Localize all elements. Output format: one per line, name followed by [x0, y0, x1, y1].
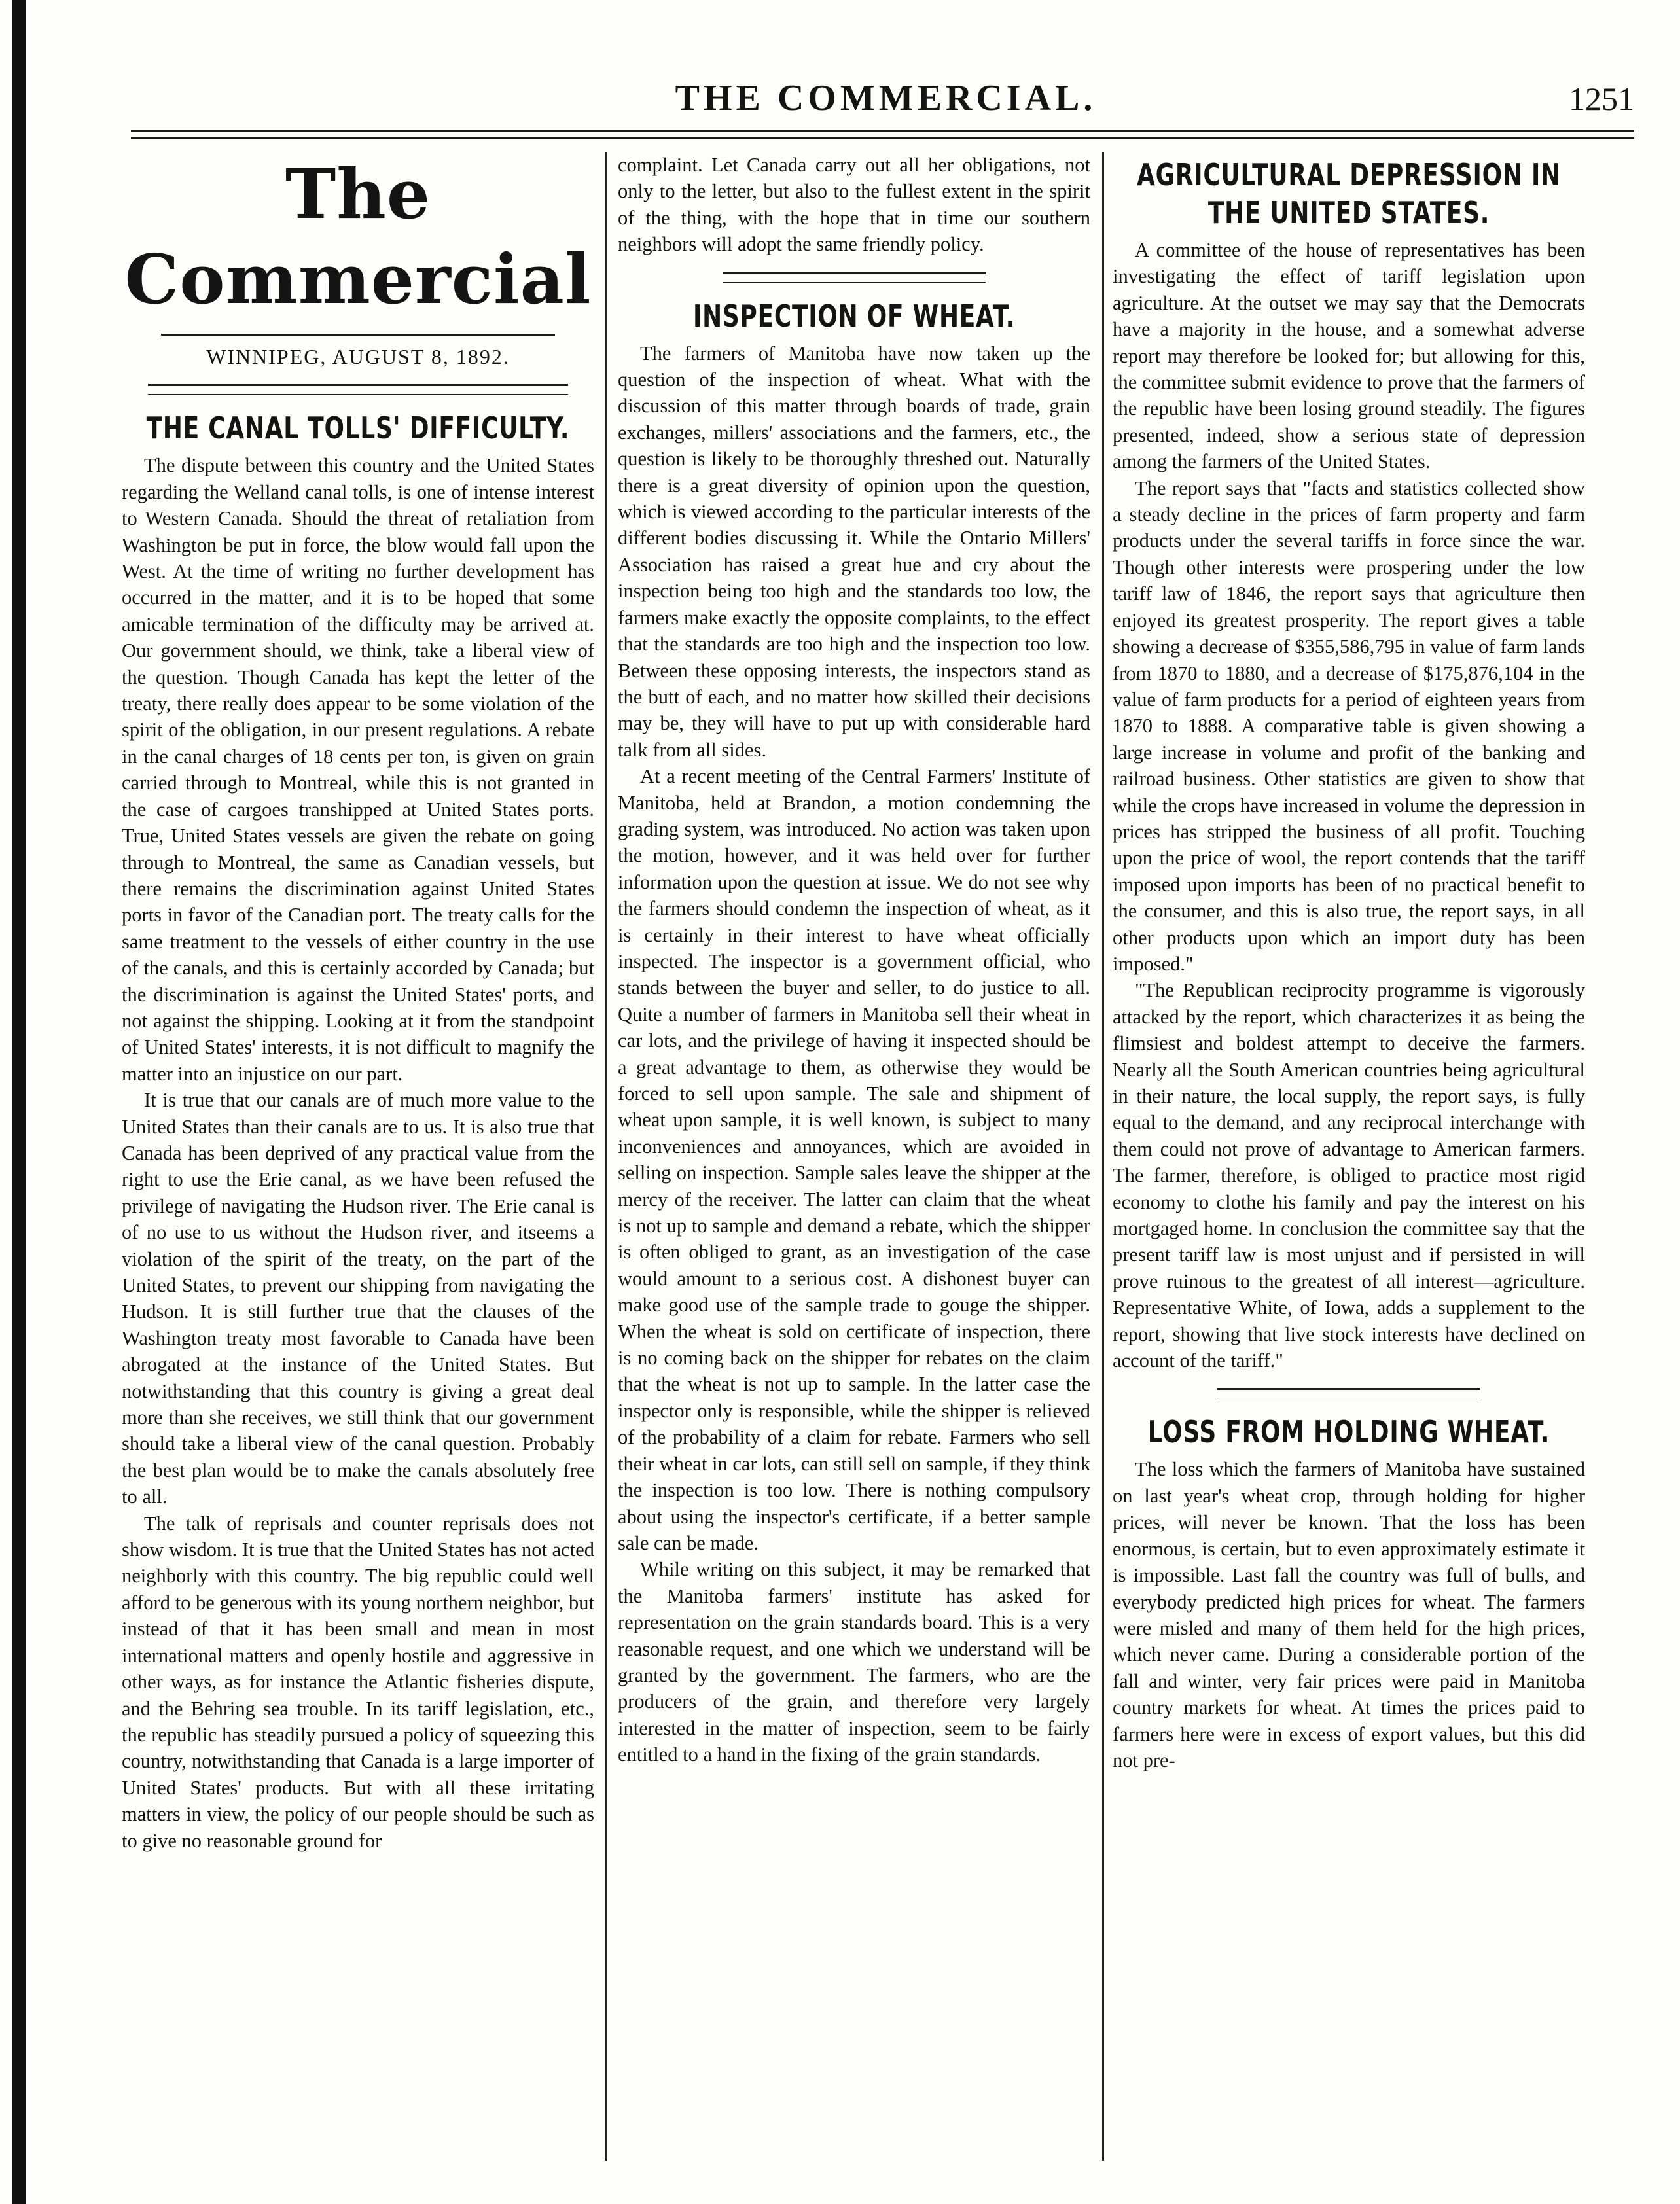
masthead: The Commercial [124, 154, 592, 319]
page-number: 1251 [1569, 80, 1634, 117]
paragraph: At a recent meeting of the Central Farmers' Institute of Manitoba, held at Brandon, a motion condemning the grading system, was introduced. No action was taken upon the motion, however, and it was held over for further information upon the question at issue. We do not see why the farmers should condemn the inspection of wheat, as it is certainly in their interest to have wheat officially inspected. The inspector is a government official, who stands between the buyer and seller, to do justice to all. Quite a number of farmers in Manitoba sell their wheat in car lots, and the privilege of having it inspected should be a great advantage to them, as otherwise they would be forced to sell upon sample. The sale and shipment of wheat upon sample, it is well known, is subject to many inconveniences and annoyances, which are avoided in selling on inspection. Sample sales leave the shipper at the mercy of the receiver. The latter can claim that the wheat is not up to sample and demand a rebate, which the shipper is often obliged to grant, as an investigation of the case would amount to a serious cost. A dishonest buyer can make good use of the sample trade to gouge the shipper. When the wheat is sold on certificate of inspection, there is no coming back on the shipper for rebates on the claim that the wheat is not up to sample. In the latter case the inspector only is responsible, while the shipper is relieved of the probability of a claim for rebate. Farmers who sell their wheat in car lots, can still sell on sample, if they think the inspection is too low. There is nothing compulsory about using the inspector's certificate, if a better sample sale can be made. [618, 765, 1090, 1554]
binding-edge [12, 0, 26, 2204]
paragraph: The farmers of Manitoba have now taken up the question of the inspection of wheat. What with the discussion of this matter through boards of trade, grain exchanges, millers' associations and the farmers, etc., the question is likely to be thoroughly threshed out. Naturally there is a great diversity of opinion upon the question, which is viewed according to the particular interests of the different bodies discussing it. While the Ontario Millers' Association has raised a great hue and cry about the inspection being too high and the standards too low, the farmers make exactly the opposite complaints, to the effect that the standards are too high and the inspection too low. Between these opposing interests, the inspectors stand as the butt of each, and no matter how skilled their decisions may be, they will have to put up with considerable hard talk from all sides. [618, 342, 1090, 761]
paragraph: The report says that "facts and statistics collected show a steady decline in the prices of farm property and farm products under the several tariffs in force since the war. Though other interests were prospering under the low tariff law of 1846, the report says that agriculture then enjoyed its greatest prosperity. The report gives a table showing a decrease of $355,586,795 in value of farm lands from 1870 to 1880, and a decrease of $175,876,104 in the value of farm products for a period of eighteen years from 1870 to 1888. A comparative table is given showing a large increase in volume and profit of the banking and railroad business. Other statistics are given to show that while the crops have increased in volume the depression in prices has stripped the business of all profit. Touching upon the price of wool, the report contends that the tariff imposed upon imports has been of no practical benefit to the consumer, and this is also true, the report says, in all other products upon which an import duty has been imposed." [1113, 476, 1585, 975]
paragraph: The talk of reprisals and counter reprisals does not show wisdom. It is true that the United States has not acted neighborly with this country. The big republic could well afford to be generous with its young northern neighbor, but instead of that it has been small and mean in most international matters and openly hostile and aggressive in other ways, as for instance the Atlantic fisheries dispute, and the Behring sea trouble. In its tariff legislation, etc., the republic has steadily pursued a policy of squeezing this country, notwithstanding that Canada is a large importer of United States' products. But with all these irritating matters in view, the policy of our people should be such as to give no reasonable ground for [122, 1512, 594, 1852]
separator [1217, 1388, 1480, 1398]
paragraph: It is true that our canals are of much more value to the United States than their canals are to us. It is also true that Canada has been deprived of any practical value from the right to use the Erie canal, as we have been refused the privilege of navigating the Hudson river. The Erie canal is of no use to us without the Hudson river, and itseems a violation of the spirit of the treaty, on the part of the United States, to prevent our shipping from navigating the Hudson. It is still further true that the clauses of the Washington treaty most favorable to Canada have been abrogated at the instance of the United States. But notwithstanding that this country is giving a great deal more than she receives, we still think that our government should take a liberal view of the canal question. Probably the best plan would be to make the canals absolutely free to all. [122, 1089, 594, 1508]
column-3 [1113, 152, 1585, 1773]
head-rule [131, 130, 1634, 132]
column-rule [1102, 152, 1104, 2161]
paragraph-continued: complaint. Let Canada carry out all her obligations, not only to the letter, but also to the fullest extent in the spirit of the thing, with the hope that in time our southern neighbors will adopt the same friendly policy. [618, 154, 1090, 256]
column-1 [122, 152, 594, 1854]
paragraph: The loss which the farmers of Manitoba have sustained on last year's wheat crop, through holding for higher prices, will never be known. That the loss has been enormous, is certain, but to even approximately estimate it is impossible. Last fall the country was full of bulls, and everybody predicted high prices for wheat. The farmers were misled and many of them held for the high prices, which never came. During a considerable portion of the fall and winter, very fair prices were paid in Manitoba country markets for wheat. At times the prices paid to farmers here were in excess of export values, but this did not pre- [1113, 1458, 1585, 1771]
separator [723, 272, 986, 283]
head-rule [131, 137, 1634, 139]
dateline: WINNIPEG, AUGUST 8, 1892. [161, 334, 555, 370]
column-rule [605, 152, 607, 2161]
paragraph: "The Republican reciprocity programme is vigorously attacked by the report, which characterizes it as being the flimsiest and boldest attempt to deceive the farmers. Nearly all the South American countries being agricultural in their nature, the local supply, the report says, is fully equal to the demand, and any reciprocal interchange with them could not prove of advantage to American farmers. The farmer, therefore, is obliged to practice most rigid economy to clothe his family and pay the interest on his mortgaged home. In conclusion the committee say that the present tariff law is most unjust and if persisted in will prove ruinous to the greatest of all interest—agriculture. Representative White, of Iowa, adds a supplement to the report, showing that live stock interests have declined on account of the tariff." [1113, 979, 1585, 1372]
headline-inspection-of-wheat: INSPECTION OF WHEAT. [692, 298, 1016, 334]
column-2 [618, 152, 1090, 1768]
running-head [131, 77, 1641, 130]
paragraph: While writing on this subject, it may be remarked that the Manitoba farmers' institute has asked for representation on the grain standards board. This is a very reasonable request, and one which we understand will be granted by the government. The farmers, who are the producers of the grain, and therefore very largely interested in the matter of inspection, seem to be fairly entitled to a hand in the fixing of the grain standards. [618, 1558, 1090, 1766]
separator [148, 384, 568, 395]
headline-canal-tolls: THE CANAL TOLLS' DIFFICULTY. [146, 410, 570, 446]
headline-loss-from-holding-wheat: LOSS FROM HOLDING WHEAT. [1147, 1414, 1550, 1450]
headline-agricultural-depression: AGRICULTURAL DEPRESSION IN THE UNITED STATES. [1137, 157, 1561, 230]
paragraph: A committee of the house of representatives has been investigating the effect of tariff legislation upon agriculture. At the outset we may say that the Democrats have a majority in the house, and a somewhat adverse report may therefore be looked for; but allowing for this, the committee submit evidence to prove that the farmers of the republic have been losing ground steadily. The figures presented, indeed, show a serious state of depression among the farmers of the United States. [1113, 239, 1585, 473]
running-title: THE COMMERCIAL. [675, 78, 1097, 118]
paragraph: The dispute between this country and the United States regarding the Welland canal tolls, is one of intense interest to Western Canada. Should the threat of retaliation from Washington be put in force, the blow would fall upon the West. At the time of writing no further development has occurred in the matter, and it is to be hoped that some amicable termination of the difficulty may be arrived at. Our government should, we think, take a liberal view of the question. Though Canada has kept the letter of the treaty, there really does appear to be some violation of the spirit of the obligation, in our present regulations. A rebate in the canal charges of 18 cents per ton, is given on grain carried through to Montreal, while this is not granted in the case of cargoes transhipped at United States ports. True, United States vessels are given the rebate on going through to Montreal, the same as Canadian vessels, but there remains the discrimination against United States ports in favor of the Canadian port. The treaty calls for the same treatment to the vessels of either country in the use of the canals, and this is certainly accorded by Canada; but the discrimination is against the United States' ports, and not against the shipping. Looking at it from the standpoint of United States' interests, it is not difficult to magnify the matter into an injustice on our part. [122, 454, 594, 1085]
